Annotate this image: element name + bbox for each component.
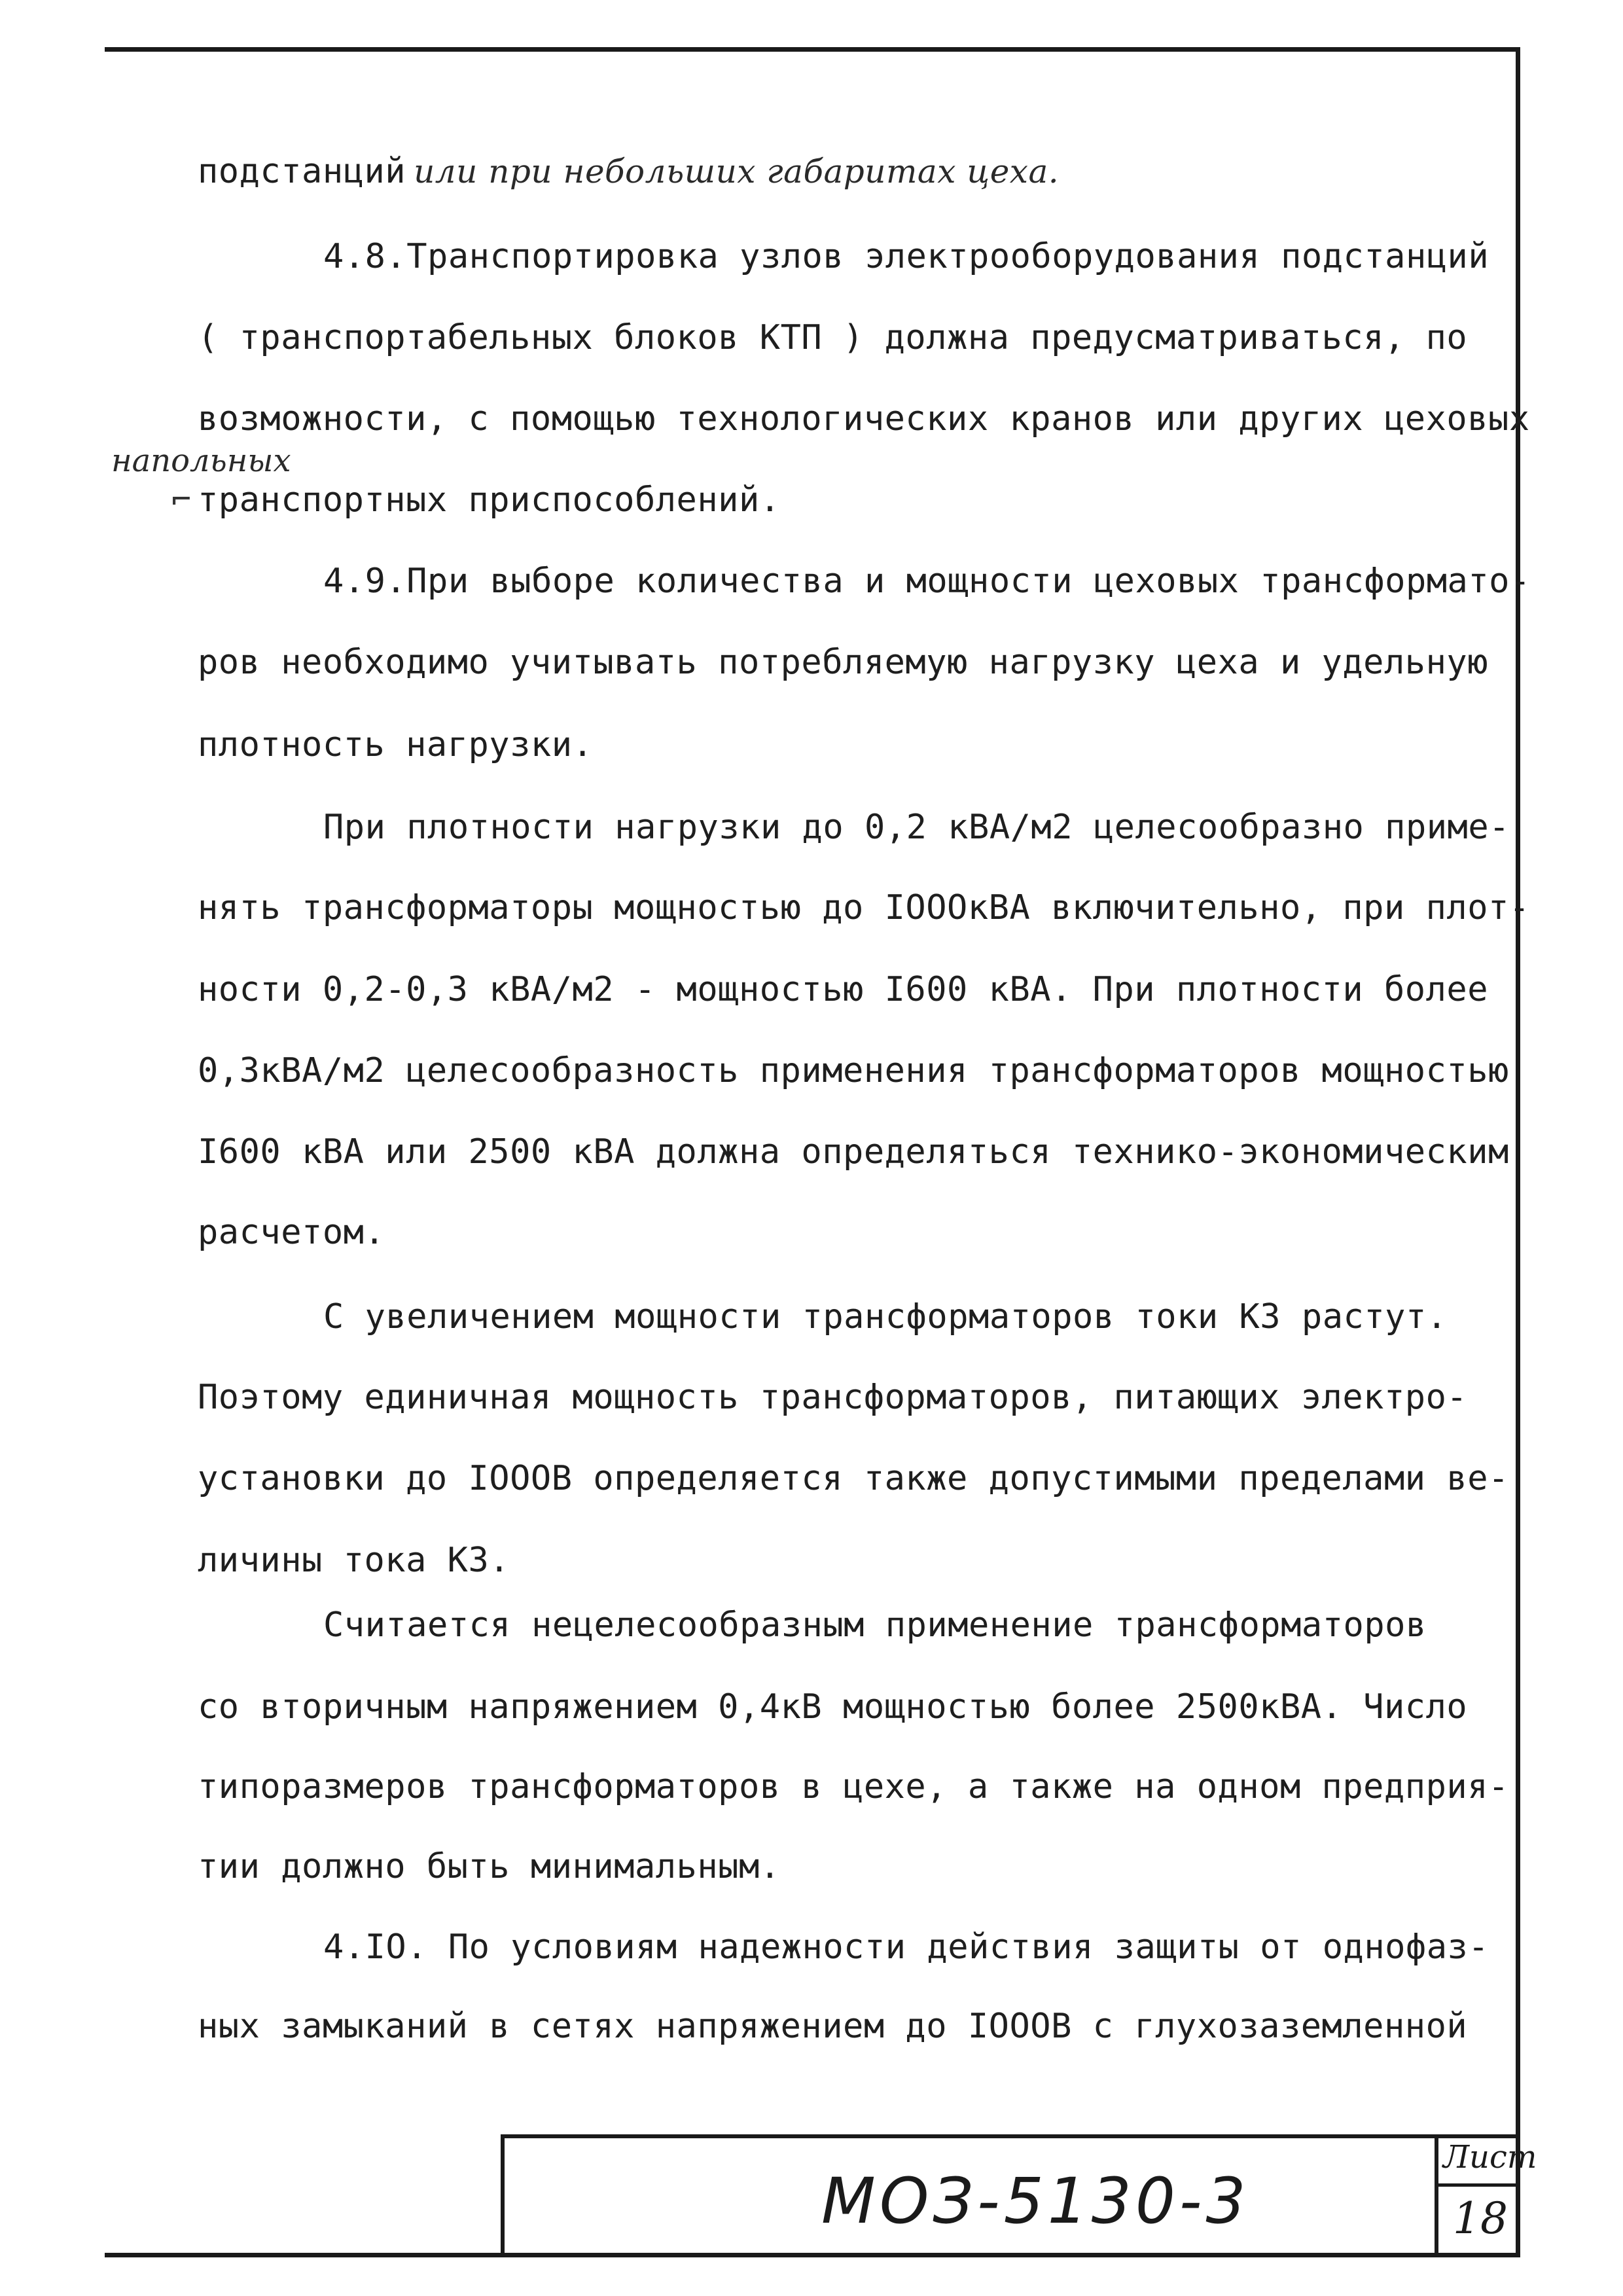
sheet-cell-divider: [1435, 2183, 1520, 2187]
text-line-10: нять трансформаторы мощностью до IOOOкВА включительно, при плот-: [198, 888, 1530, 927]
text-line-5: транспортных приспособлений.: [198, 480, 781, 520]
text-line-24: ных замыканий в сетях напряжением до IOOOВ с глухозаземленной: [198, 2007, 1468, 2046]
handwritten-margin-insert: напольных: [111, 442, 291, 479]
frame-top-border: [105, 47, 1520, 52]
text-line-14: расчетом.: [198, 1213, 385, 1252]
text-line-22: тии должно быть минимальным.: [198, 1847, 781, 1886]
text-line-2: 4.8.Транспортировка узлов электрооборудования подстанций: [323, 237, 1489, 276]
document-code: МОЗ-5130-3: [821, 2164, 1250, 2238]
text-line-12: 0,3кВА/м2 целесообразность применения трансформаторов мощностью: [198, 1051, 1509, 1090]
text-line-11: ности 0,2-0,3 кВА/м2 - мощностью I600 кВА. При плотности более: [198, 970, 1489, 1009]
typed-text: подстанций: [198, 152, 406, 191]
text-line-8: плотность нагрузки.: [198, 725, 594, 764]
text-line-18: личины тока КЗ.: [198, 1541, 510, 1580]
text-line-23: 4.IO. По условиям надежности действия защиты от однофаз-: [323, 1928, 1489, 1967]
title-block-divider: [1435, 2134, 1438, 2257]
text-line-3: ( транспортабельных блоков КТП ) должна предусматриваться, по: [198, 318, 1468, 357]
sheet-label: Лист: [1443, 2139, 1537, 2176]
text-line-13: I600 кВА или 2500 кВА должна определяться технико-экономическим: [198, 1132, 1509, 1172]
text-line-19: Считается нецелесообразным применение трансформаторов: [323, 1605, 1427, 1645]
handwritten-addition: или при небольших габаритах цеха.: [414, 152, 1060, 190]
text-line-21: типоразмеров трансформаторов в цехе, а также на одном предприя-: [198, 1767, 1509, 1806]
text-line-20: со вторичным напряжением 0,4кВ мощностью более 2500кВА. Число: [198, 1687, 1468, 1727]
frame-right-border: [1516, 47, 1520, 2257]
text-line-4: возможности, с помощью технологических кранов или других цеховых: [198, 399, 1530, 439]
text-line-6: 4.9.При выборе количества и мощности цеховых трансформато-: [323, 562, 1531, 601]
text-line-7: ров необходимо учитывать потребляемую нагрузку цеха и удельную: [198, 643, 1489, 682]
text-line-1: [198, 152, 1059, 191]
insert-mark: ⌐: [171, 480, 192, 518]
text-line-9: При плотности нагрузки до 0,2 кВА/м2 целесообразно приме-: [323, 808, 1510, 847]
text-line-17: установки до IOOOВ определяется также допустимыми пределами ве-: [198, 1459, 1509, 1498]
text-line-16: Поэтому единичная мощность трансформаторов, питающих электро-: [198, 1378, 1468, 1417]
sheet-number: 18: [1453, 2193, 1508, 2244]
text-line-15: С увеличением мощности трансформаторов токи КЗ растут.: [323, 1297, 1448, 1336]
